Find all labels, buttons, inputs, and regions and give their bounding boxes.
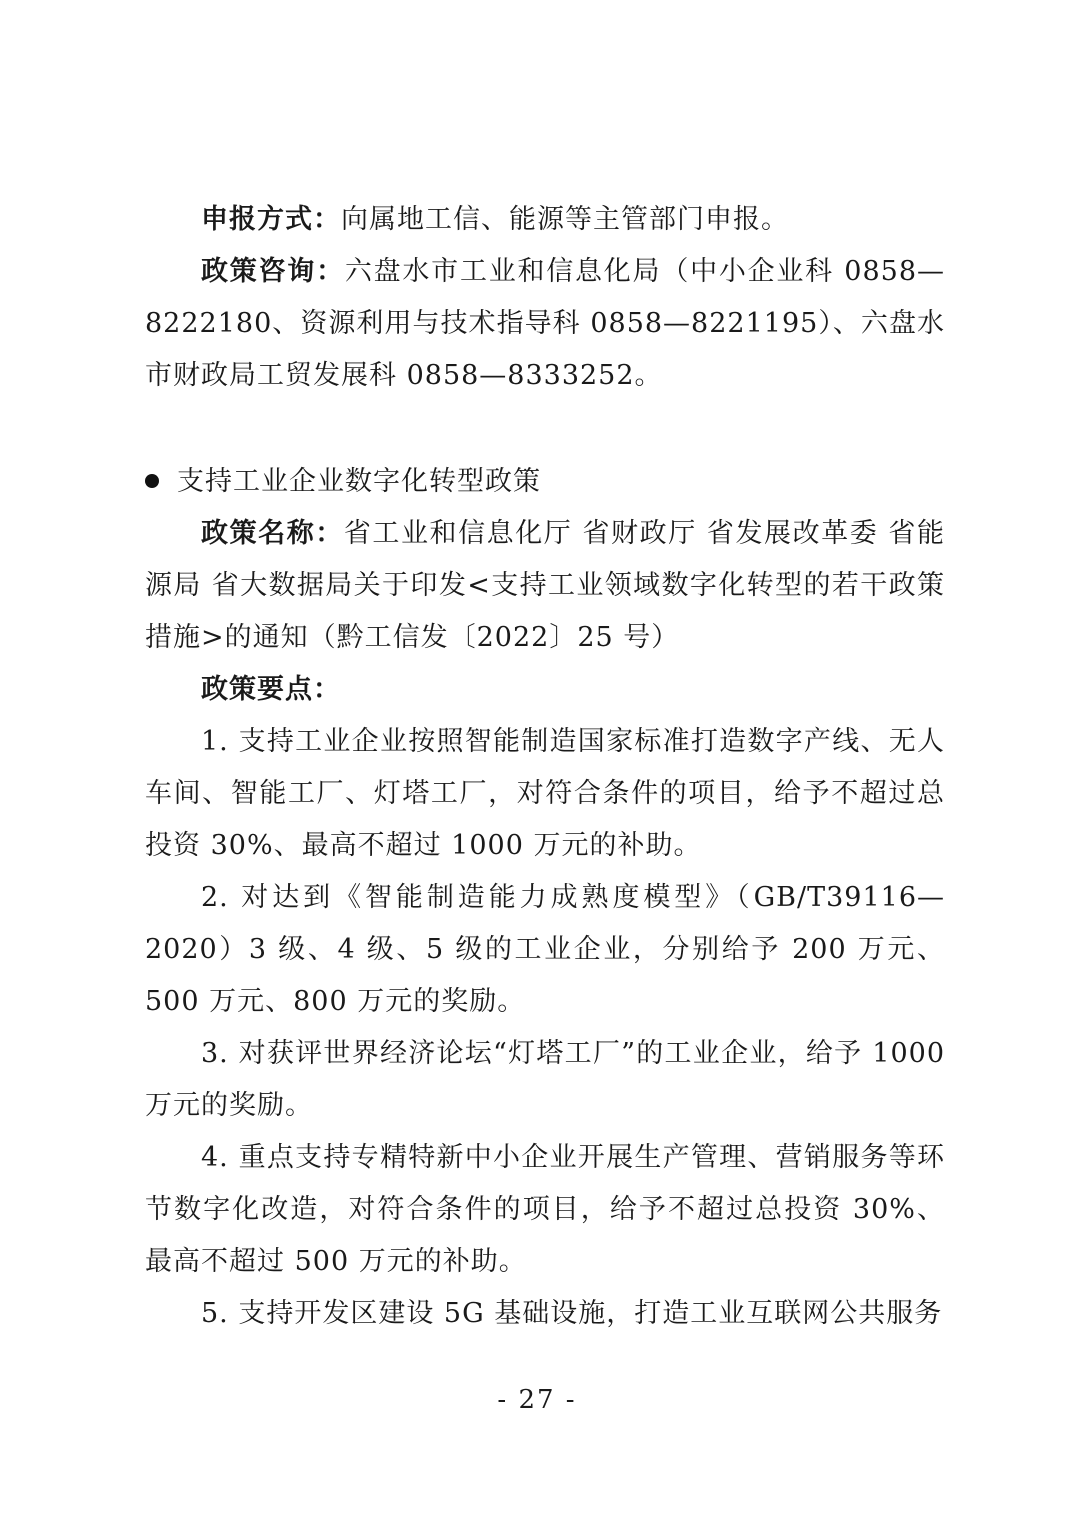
apply-method-paragraph: [145, 194, 945, 246]
policy-name-paragraph: [145, 508, 945, 664]
policy-consult-paragraph: [145, 246, 945, 402]
apply-method-text: 向属地工信、能源等主管部门申报。: [341, 204, 789, 235]
apply-method-label: 申报方式：: [201, 204, 341, 235]
section-heading: [145, 456, 945, 508]
policy-point-item: 1. 支持工业企业按照智能制造国家标准打造数字产线、无人车间、智能工厂、灯塔工厂，对符合条件的项目，给予不超过总投资 30%、最高不超过 1000 万元的补助。: [145, 726, 945, 861]
policy-consult-text: 六盘水市工业和信息化局（中小企业科 0858—8222180、资源利用与技术指导科 0858—8221195）、六盘水市财政局工贸发展科 0858—8333252。: [145, 256, 946, 391]
bullet-icon: [145, 474, 159, 488]
section-title: 支持工业企业数字化转型政策: [177, 466, 541, 497]
policy-points-label: 政策要点：: [201, 674, 341, 705]
page-number: - 27 -: [497, 1385, 577, 1415]
policy-name-label: 政策名称：: [201, 518, 344, 549]
policy-point-item: 2. 对达到《智能制造能力成熟度模型》（GB/T39116—2020）3 级、4 级、5 级的工业企业，分别给予 200 万元、500 万元、800 万元的奖励。: [145, 882, 945, 1017]
policy-point-item: 5. 支持开发区建设 5G 基础设施，打造工业互联网公共服务: [201, 1298, 943, 1329]
policy-point-item: 4. 重点支持专精特新中小企业开展生产管理、营销服务等环节数字化改造，对符合条件的项目，给予不超过总投资 30%、最高不超过 500 万元的补助。: [145, 1142, 945, 1277]
policy-consult-label: 政策咨询：: [201, 256, 345, 287]
policy-name-text: 省工业和信息化厅 省财政厅 省发展改革委 省能源局 省大数据局关于印发<支持工业领域数字化转型的若干政策措施>的通知（黔工信发〔2022〕25 号）: [145, 518, 946, 653]
policy-points-heading: [145, 664, 945, 716]
policy-point-item: 3. 对获评世界经济论坛“灯塔工厂”的工业企业，给予 1000 万元的奖励。: [145, 1038, 945, 1121]
